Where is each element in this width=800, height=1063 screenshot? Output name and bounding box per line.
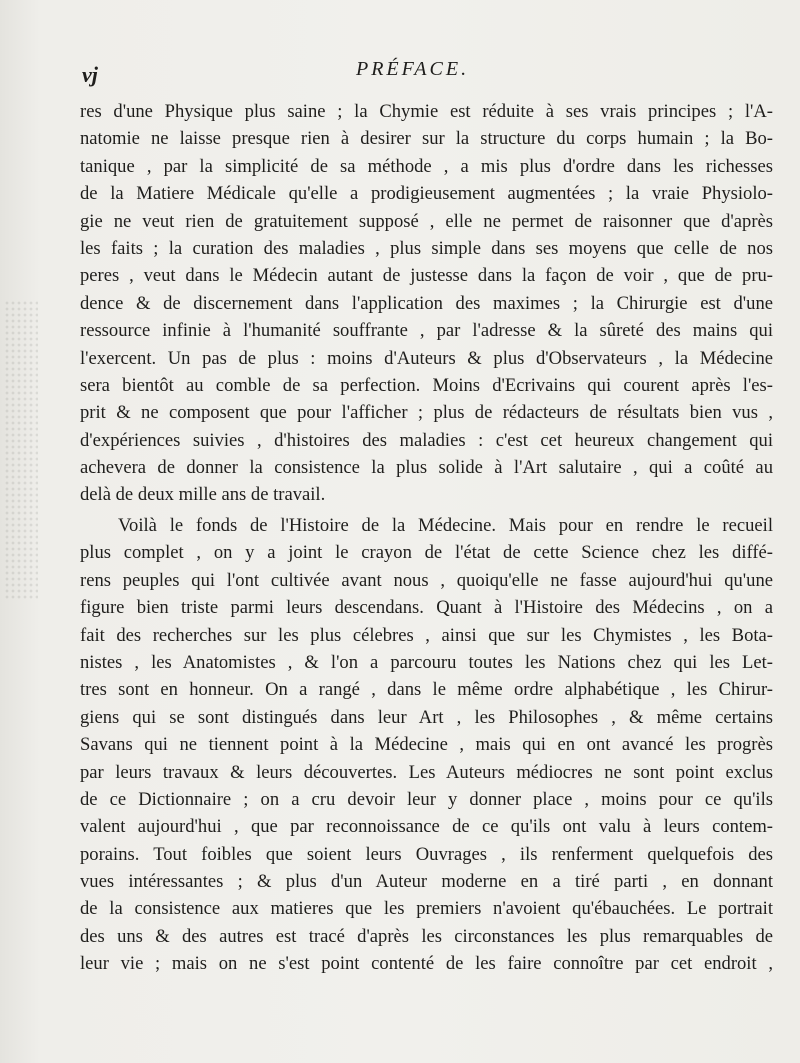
text-line: Voilà le fonds de l'Histoire de la Médecine. Mais pour en rendre le recueil xyxy=(118,515,773,536)
text-line: res d'une Physique plus saine ; la Chymie est réduite à ses vrais principes ; l'A- xyxy=(80,101,773,122)
text-line: Savans qui ne tiennent point à la Médecine , mais qui en ont avancé les progrès xyxy=(80,734,773,756)
text-line: ressource infinie à l'humanité souffrante , par l'adresse & la sûreté des mains qui xyxy=(80,320,773,342)
text-line: de ce Dictionnaire ; on a cru devoir leur y donner place , moins pour ce qu'ils xyxy=(80,788,773,810)
text-line: l'exercent. Un pas de plus : moins d'Auteurs & plus d'Observateurs , la Médecine xyxy=(80,347,773,369)
text-line: d'expériences suivies , d'histoires des maladies : c'est cet heureux changement qui xyxy=(80,429,773,451)
text-line: valent aujourd'hui , que par reconnoissance de ce qu'ils ont valu à leurs contem- xyxy=(80,816,773,838)
text-line: gie ne veut rien de gratuitement supposé , elle ne permet de raisonner que d'après xyxy=(80,210,773,232)
text-line: dence & de discernement dans l'application des maximes ; la Chirurgie est d'une xyxy=(80,292,773,314)
text-line: leur vie ; mais on ne s'est point contenté de les faire connoître par cet endroit , xyxy=(80,953,773,975)
text-line: de la consistence aux matieres que les premiers n'avoient qu'ébauchées. Le portrait xyxy=(80,898,773,920)
margin-bleed-through xyxy=(4,300,38,600)
page-number: vj xyxy=(82,62,98,87)
text-line: rens peuples qui l'ont cultivée avant nous , quoiqu'elle ne fasse aujourd'hui qu'une xyxy=(80,569,773,591)
paragraph-2 xyxy=(80,512,773,978)
paragraph-1 xyxy=(80,98,773,509)
text-line: de la Matiere Médicale qu'elle a prodigieusement augmentées ; la vraie Physiolo- xyxy=(80,183,773,205)
text-line: delà de deux mille ans de travail. xyxy=(80,484,326,506)
text-line: tres sont en honneur. On a rangé , dans le même ordre alphabétique , les Chirur- xyxy=(80,679,773,701)
text-line: les faits ; la curation des maladies , plus simple dans ses moyens que celle de nos xyxy=(80,237,773,259)
text-line: vues intéressantes ; & plus d'un Auteur moderne en a tiré parti , en donnant xyxy=(80,871,773,893)
text-line: peres , veut dans le Médecin autant de justesse dans la façon de voir , que de pru- xyxy=(80,265,773,287)
page-header xyxy=(82,56,772,92)
text-line: nistes , les Anatomistes , & l'on a parcouru toutes les Nations chez qui les Let- xyxy=(80,651,773,673)
text-line: prit & ne composent que pour l'afficher ; plus de rédacteurs de résultats bien vus , xyxy=(80,402,773,424)
text-line: natomie ne laisse presque rien à desirer sur la structure du corps humain ; la Bo- xyxy=(80,128,773,150)
text-line: porains. Tout foibles que soient leurs Ouvrages , ils renferment quelquefois des xyxy=(80,843,773,865)
text-line: tanique , par la simplicité de sa méthode , a mis plus d'ordre dans les richesses xyxy=(80,155,773,177)
text-line: fait des recherches sur les plus célebres , ainsi que sur les Chymistes , les Bota- xyxy=(80,624,773,646)
text-line: figure bien triste parmi leurs descendans. Quant à l'Histoire des Médecins , on a xyxy=(80,597,773,619)
text-line: achevera de donner la consistence la plus solide à l'Art salutaire , qui a coûté au xyxy=(80,457,773,479)
text-line: sera bientôt au comble de sa perfection. Moins d'Ecrivains qui courent après l'es- xyxy=(80,374,773,396)
text-line: par leurs travaux & leurs découvertes. Les Auteurs médiocres ne sont point exclus xyxy=(80,761,773,783)
text-line: des uns & des autres est tracé d'après les circonstances les plus remarquables de xyxy=(80,925,773,947)
running-title: PRÉFACE. xyxy=(356,58,470,80)
text-line: plus complet , on y a joint le crayon de l'état de cette Science chez les diffé- xyxy=(80,542,773,564)
text-line: giens qui se sont distingués dans leur Art , les Philosophes , & même certains xyxy=(80,706,773,728)
